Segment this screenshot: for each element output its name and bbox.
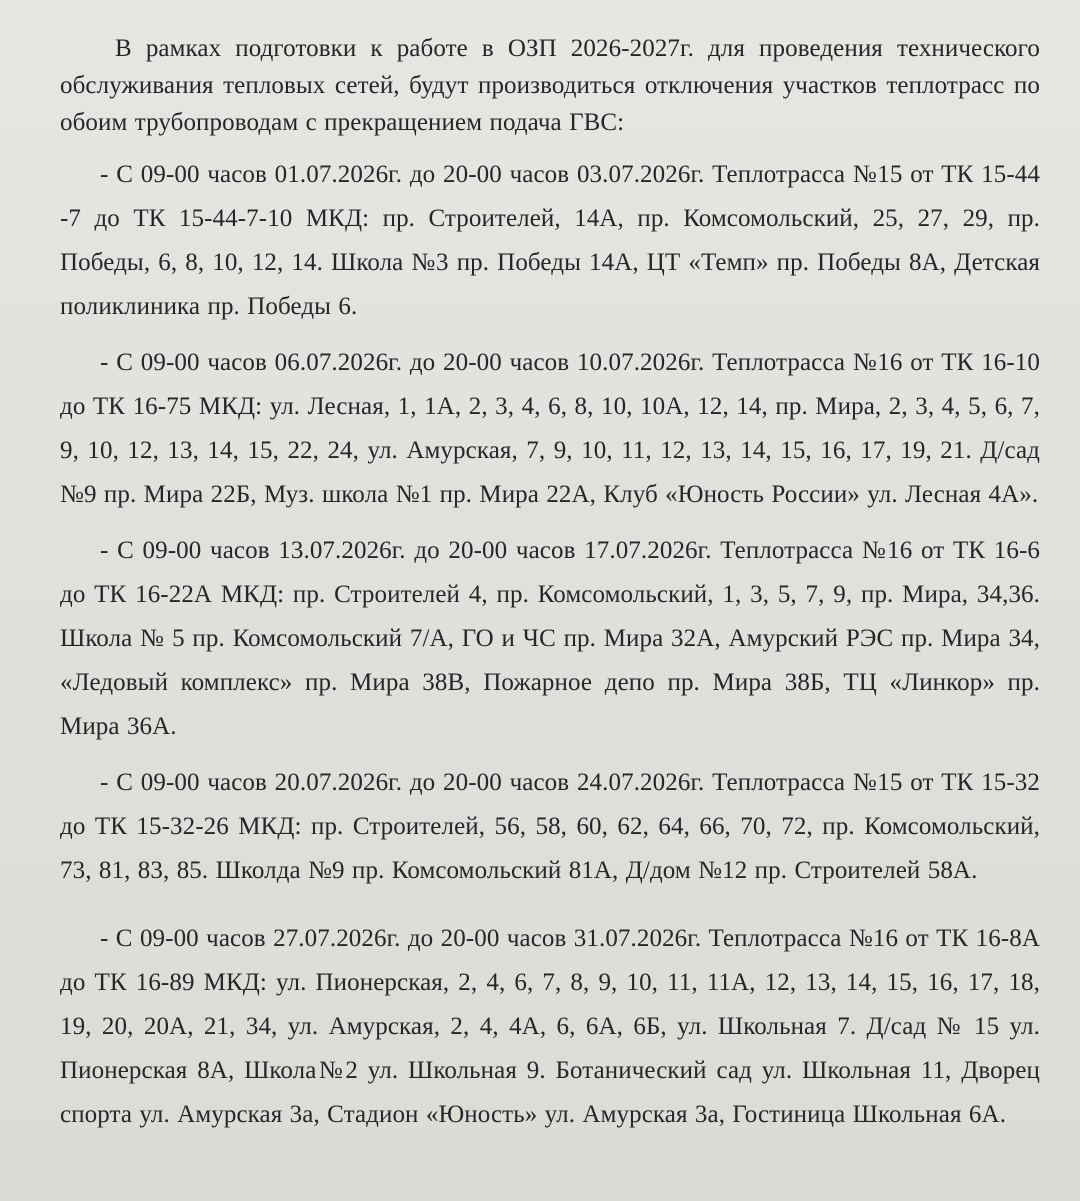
outage-item-4: - С 09-00 часов 20.07.2026г. до 20-00 часов 24.07.2026г. Теплотрасса №15 от ТК 15-32 до ТК 15-32-26 МКД: пр. Строителей, 56, 58, 60, 62, 64, 66, 70, 72, пр. Комсомольский, 73, 81, 83, 85. Школда №9 пр. Комсомольский 81А, Д/дом №12 пр. Строителей 58А. (60, 769, 1040, 884)
outage-item-2: - С 09-00 часов 06.07.2026г. до 20-00 часов 10.07.2026г. Теплотрасса №16 от ТК 16-10 до ТК 16-75 МКД: ул. Лесная, 1, 1А, 2, 3, 4, 6, 8, 10, 10А, 12, 14, пр. Мира, 2, 3, 4, 5, 6, 7, 9, 10, 12, 13, 14, 15, 22, 24, ул. Амурская, 7, 9, 10, 11, 12, 13, 14, 15, 16, 17, 19, 21. Д/сад №9 пр. Мира 22Б, Муз. школа №1 пр. Мира 22А, Клуб «Юность России» ул. Лесная 4А». (60, 349, 1040, 508)
outage-item-1: - С 09-00 часов 01.07.2026г. до 20-00 часов 03.07.2026г. Теплотрасса №15 от ТК 15-44 -7 до ТК 15-44-7-10 МКД: пр. Строителей, 14А, пр. Комсомольский, 25, 27, 29, пр. Победы, 6, 8, 10, 12, 14. Школа №3 пр. Победы 14А, ЦТ «Темп» пр. Победы 8А, Детская поликлиника пр. Победы 6. (60, 161, 1040, 320)
outage-item-3: - С 09-00 часов 13.07.2026г. до 20-00 часов 17.07.2026г. Теплотрасса №16 от ТК 16-6 до ТК 16-22А МКД: пр. Строителей 4, пр. Комсомольский, 1, 3, 5, 7, 9, пр. Мира, 34,36. Школа № 5 пр. Комсомольский 7/А, ГО и ЧС пр. Мира 32А, Амурский РЭС пр. Мира 34, «Ледовый комплекс» пр. Мира 38В, Пожарное депо пр. Мира 38Б, ТЦ «Линкор» пр. Мира 36А. (60, 537, 1040, 740)
outage-item-5: - С 09-00 часов 27.07.2026г. до 20-00 часов 31.07.2026г. Теплотрасса №16 от ТК 16-8А до ТК 16-89 МКД: ул. Пионерская, 2, 4, 6, 7, 8, 9, 10, 11, 11А, 12, 13, 14, 15, 16, 17, 18, 19, 20, 20А, 21, 34, ул. Амурская, 2, 4, 4А, 6, 6А, 6Б, ул. Школьная 7. Д/сад № 15 ул. Пионерская 8А, Школа№2 ул. Школьная 9. Ботанический сад ул. Школьная 11, Дворец спорта ул. Амурская 3а, Стадион «Юность» ул. Амурская 3а, Гостиница Школьная 6А. (60, 925, 1040, 1128)
intro-paragraph: В рамках подготовки к работе в ОЗП 2026-2027г. для проведения технического обслуживания тепловых сетей, будут производиться отключения участков теплотрасс по обоим трубопроводам с прекращением подача ГВС: (60, 35, 1040, 136)
